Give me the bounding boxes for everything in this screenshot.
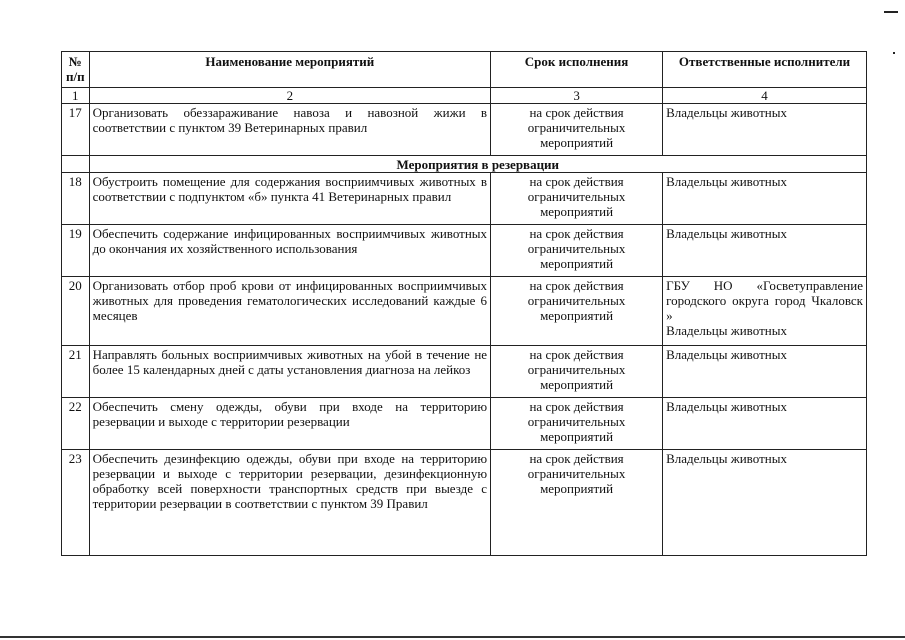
row-name: Обеспечить содержание инфицированных восприимчивых животных до окончания их хозяйственного использования <box>89 225 490 277</box>
row-num: 18 <box>62 173 90 225</box>
row-num: 23 <box>62 450 90 556</box>
row-responsible: Владельцы животных <box>663 398 867 450</box>
header-responsible: Ответственные исполнители <box>663 52 867 88</box>
row-num: 17 <box>62 104 90 156</box>
page-bottom-edge <box>0 636 905 638</box>
row-num: 21 <box>62 346 90 398</box>
row-responsible: Владельцы животных <box>663 104 867 156</box>
table-row <box>62 398 867 450</box>
row-term: на срок действия ограничительных мероприятий <box>491 104 663 156</box>
row-name: Обустроить помещение для содержания восприимчивых животных в соответствии с подпунктом «б» пункта 41 Ветеринарных правил <box>89 173 490 225</box>
row-num: 19 <box>62 225 90 277</box>
row-responsible-extra: Владельцы животных <box>666 323 787 338</box>
table-row <box>62 225 867 277</box>
measures-table <box>61 51 867 556</box>
table-row <box>62 277 867 346</box>
section-num-empty <box>62 156 90 173</box>
header-name: Наименование мероприятий <box>89 52 490 88</box>
table-row <box>62 104 867 156</box>
row-term: на срок действия ограничительных мероприятий <box>491 173 663 225</box>
row-responsible: Владельцы животных <box>663 225 867 277</box>
row-responsible: ГБУ НО «Госветуправление городского округа город Чкаловск » <box>666 278 863 323</box>
row-num: 20 <box>62 277 90 346</box>
row-name: Организовать отбор проб крови от инфицированных восприимчивых животных для проведения гематологических исследований каждые 6 месяцев <box>89 277 490 346</box>
section-title: Мероприятия в резервации <box>89 156 866 173</box>
row-responsible-cell <box>663 277 867 346</box>
row-name: Направлять больных восприимчивых животных на убой в течение не более 15 календарных дней с даты установления диагноза на лейкоз <box>89 346 490 398</box>
column-index: 3 <box>491 88 663 104</box>
header-term: Срок исполнения <box>491 52 663 88</box>
header-num: № п/п <box>62 52 90 88</box>
row-responsible: Владельцы животных <box>663 450 867 556</box>
row-name: Обеспечить смену одежды, обуви при входе на территорию резервации и выходе с территории резервации <box>89 398 490 450</box>
section-row <box>62 156 867 173</box>
table-row <box>62 346 867 398</box>
row-name: Обеспечить дезинфекцию одежды, обуви при входе на территорию резервации и выходе с территории резервации, дезинфекционную обработку всей поверхности транспортных средств при выезде с территории резервации в соответствии с пунктом 39 Правил <box>89 450 490 556</box>
column-index: 1 <box>62 88 90 104</box>
scan-mark-dot <box>893 52 895 54</box>
column-index: 4 <box>663 88 867 104</box>
row-name: Организовать обеззараживание навоза и навозной жижи в соответствии с пунктом 39 Ветеринарных правил <box>89 104 490 156</box>
row-term: на срок действия ограничительных мероприятий <box>491 346 663 398</box>
column-index: 2 <box>89 88 490 104</box>
table-header-row <box>62 52 867 88</box>
table-row <box>62 173 867 225</box>
row-num: 22 <box>62 398 90 450</box>
column-index-row <box>62 88 867 104</box>
scan-mark-top <box>884 11 898 13</box>
row-term: на срок действия ограничительных мероприятий <box>491 225 663 277</box>
row-term: на срок действия ограничительных мероприятий <box>491 277 663 346</box>
table-row <box>62 450 867 556</box>
row-responsible: Владельцы животных <box>663 173 867 225</box>
row-term: на срок действия ограничительных мероприятий <box>491 450 663 556</box>
row-responsible: Владельцы животных <box>663 346 867 398</box>
row-term: на срок действия ограничительных мероприятий <box>491 398 663 450</box>
